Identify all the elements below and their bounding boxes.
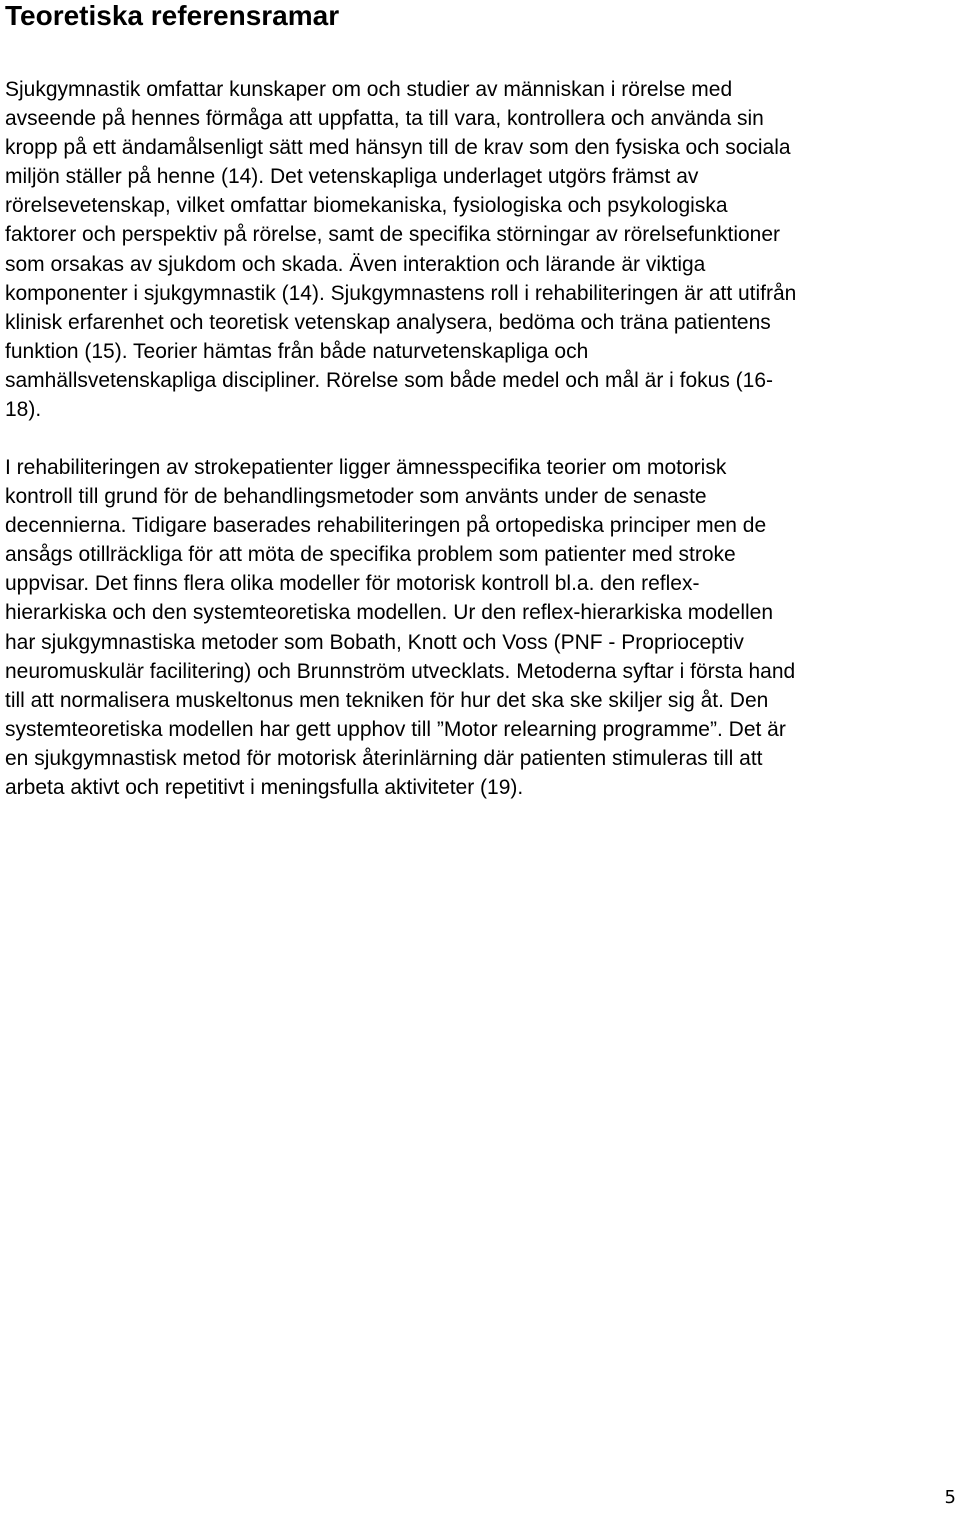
paragraph-line: rörelsevetenskap, vilket omfattar biomekaniska, fysiologiska och psykologiska xyxy=(5,194,728,218)
paragraph-line: Sjukgymnastik omfattar kunskaper om och studier av människan i rörelse med xyxy=(5,78,733,101)
paragraph-line: klinisk erfarenhet och teoretisk vetenskap analysera, bedöma och träna patientens xyxy=(5,310,771,334)
page-number: 5 xyxy=(944,1487,956,1508)
paragraph-line: funktion (15). Teorier hämtas från både naturvetenskapliga och xyxy=(5,339,589,363)
paragraph-line: neuromuskulär facilitering) och Brunnström utvecklats. Metoderna syftar i första hand xyxy=(5,659,796,683)
paragraph-line: I rehabiliteringen av strokepatienter ligger ämnesspecifika teorier om motorisk xyxy=(5,456,727,479)
paragraph-line: samhällsvetenskapliga discipliner. Rörelse som både medel och mål är i fokus (16- xyxy=(5,368,774,392)
paragraph-line: en sjukgymnastisk metod för motorisk återinlärning där patienten stimuleras till att xyxy=(5,746,763,770)
paragraph-line: 18). xyxy=(5,398,42,422)
paragraph-line: till att normalisera muskeltonus men tekniken för hur det ska ske skiljer sig åt. Den xyxy=(5,688,769,712)
paragraph-line: uppvisar. Det finns flera olika modeller för motorisk kontroll bl.a. den reflex- xyxy=(5,572,700,596)
paragraph-line: ansågs otillräckliga för att möta de specifika problem som patienter med stroke xyxy=(5,543,736,567)
paragraph-line: arbeta aktivt och repetitivt i meningsfulla aktiviteter (19). xyxy=(5,776,524,800)
paragraph-line: miljön ställer på henne (14). Det vetenskapliga underlaget utgörs främst av xyxy=(5,165,699,189)
paragraph-line: avseende på hennes förmåga att uppfatta, ta till vara, kontrollera och använda sin xyxy=(5,107,764,131)
paragraph-line: kropp på ett ändamålsenligt sätt med hänsyn till de krav som den fysiska och sociala xyxy=(5,136,791,160)
paragraph-line: komponenter i sjukgymnastik (14). Sjukgymnastens roll i rehabiliteringen är att utifrån xyxy=(5,281,797,305)
paragraph-line: hierarkiska och den systemteoretiska modellen. Ur den reflex-hierarkiska modellen xyxy=(5,601,774,625)
paragraph-stroke-rehabilitation xyxy=(5,453,955,802)
paragraph-line: faktorer och perspektiv på rörelse, samt de specifika störningar av rörelsefunktioner xyxy=(5,223,781,247)
paragraph-line: kontroll till grund för de behandlingsmetoder som använts under de senaste xyxy=(5,485,707,509)
paragraph-line: har sjukgymnastiska metoder som Bobath, Knott och Voss (PNF - Proprioceptiv xyxy=(5,630,744,654)
paragraph-physiotherapy-definition xyxy=(5,75,955,424)
section-heading: Teoretiska referensramar xyxy=(5,0,340,31)
paragraph-line: decennierna. Tidigare baserades rehabiliteringen på ortopediska principer men de xyxy=(5,514,767,538)
paragraph-line: systemteoretiska modellen har gett upphov till ”Motor relearning programme”. Det är xyxy=(5,717,786,741)
paragraph-line: som orsakas av sjukdom och skada. Även interaktion och lärande är viktiga xyxy=(5,252,706,276)
